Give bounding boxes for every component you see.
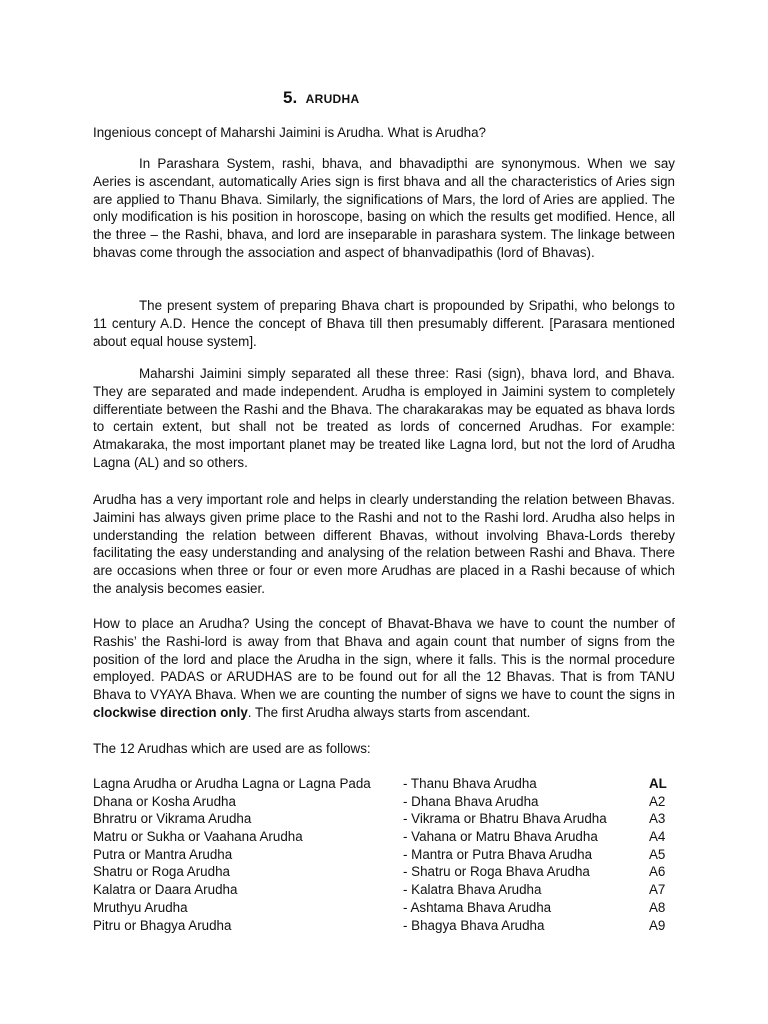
arudha-bhava: - Dhana Bhava Arudha [403,793,539,809]
placing-text-end: . The first Arudha always starts from ascendant. [247,704,531,720]
arudha-row [93,899,675,917]
section-heading [283,88,359,108]
arudha-row [93,793,675,811]
arudha-bhava: - Vikrama or Bhatru Bhava Arudha [403,811,607,827]
arudha-name: Bhratru or Vikrama Arudha [93,811,252,827]
section-title: ARUDHA [305,92,360,106]
arudha-bhava: - Bhagya Bhava Arudha [403,917,545,933]
arudha-code: A4 [649,829,666,845]
paragraph-bhava-chart: The present system of preparing Bhava chart is propounded by Sripathi, who belongs to 11 century A.D. Hence the concept of Bhava till then presumably different. [Parasara mentioned about equal house system]. [93,298,675,349]
arudha-name: Dhana or Kosha Arudha [93,793,236,809]
arudha-code: A5 [649,846,666,862]
arudha-row [93,846,675,864]
arudha-list [93,775,675,934]
arudha-code: A3 [649,811,666,827]
arudha-name: Matru or Sukha or Vaahana Arudha [93,829,303,845]
intro-line: Ingenious concept of Maharshi Jaimini is Arudha. What is Arudha? [93,125,487,140]
arudha-row [93,917,675,935]
arudha-row [93,810,675,828]
arudha-bhava: - Vahana or Matru Bhava Arudha [403,829,598,845]
arudha-bhava: - Mantra or Putra Bhava Arudha [403,846,593,862]
arudha-code: A8 [649,899,666,915]
arudha-row [93,863,675,881]
arudha-code: AL [649,776,667,791]
arudha-row [93,828,675,846]
arudha-row [93,775,675,793]
arudha-bhava: - Kalatra Bhava Arudha [403,882,542,898]
placing-text-start: How to place an Arudha? Using the concept of Bhavat-Bhava we have to count the number of Rashis’ the Rashi-lord is away from that Bhava and again count that number of signs from the position of the lord and place the Arudha in the sign, where it falls. This is the normal procedure employed. PADAS or ARUDHAS are to be found out for all the 12 Bhavas. That is from TANU Bhava to VYAYA Bhava. When we are counting the number of signs we have to count the signs in [93,616,675,703]
arudha-bhava: - Shatru or Roga Bhava Arudha [403,864,590,880]
arudha-name: Lagna Arudha or Arudha Lagna or Lagna Pada [93,776,371,791]
arudha-name: Kalatra or Daara Arudha [93,882,238,898]
paragraph-parashara: In Parashara System, rashi, bhava, and bhavadipthi are synonymous. When we say Aeries is ascendant, automatically Aries sign is first bhava and all the characteristics of Aries sign are applied to Thanu Bhava. Similarly, the significations of Mars, the lord of Aries are applied. The only modification is his position in horoscope, basing on which the results get modified. Hence, all the three – the Rashi, bhava, and lord are inseparable in parashara system. The linkage between bhavas come through the association and aspect of bhanvadipathis (lord of Bhavas). [93,156,675,260]
arudha-name: Putra or Mantra Arudha [93,846,233,862]
arudha-code: A9 [649,917,666,933]
section-number: 5. [283,88,298,107]
paragraph-placing-arudha [93,615,675,722]
paragraph-jaimini: Maharshi Jaimini simply separated all these three: Rasi (sign), bhava lord, and Bhava. They are separated and made independent. Arudha is employed in Jaimini system to completely differentiate between the Rashi and the Bhava. The charakarakas may be equated as bhava lords to certain extent, but shall not be treated as lords of concerned Arudhas. For example: Atmakaraka, the most important planet may be treated like Lagna lord, but not the lord of Arudha Lagna (AL) and so others. [93,366,675,470]
arudha-code: A7 [649,882,666,898]
arudha-name: Pitru or Bhagya Arudha [93,917,232,933]
arudha-bhava: - Thanu Bhava Arudha [403,776,537,791]
placing-text-emphasis: clockwise direction only [93,704,248,720]
arudha-code: A6 [649,864,666,880]
arudha-row [93,881,675,899]
arudha-list-intro: The 12 Arudhas which are used are as follows: [93,741,371,756]
arudha-name: Shatru or Roga Arudha [93,864,230,880]
paragraph-arudha-role: Arudha has a very important role and helps in clearly understanding the relation between Bhavas. Jaimini has always given prime place to the Rashi and not to the Rashi lord. Arudha also helps in understanding the relation between different Bhavas, without involving Bhava-Lords thereby facilitating the easy understanding and analysing of the relation between Rashi and Bhava. There are occasions when three or four or even more Arudhas are placed in a Rashi because of which the analysis becomes easier. [93,492,675,596]
arudha-name: Mruthyu Arudha [93,899,188,915]
arudha-bhava: - Ashtama Bhava Arudha [403,899,552,915]
arudha-code: A2 [649,793,666,809]
